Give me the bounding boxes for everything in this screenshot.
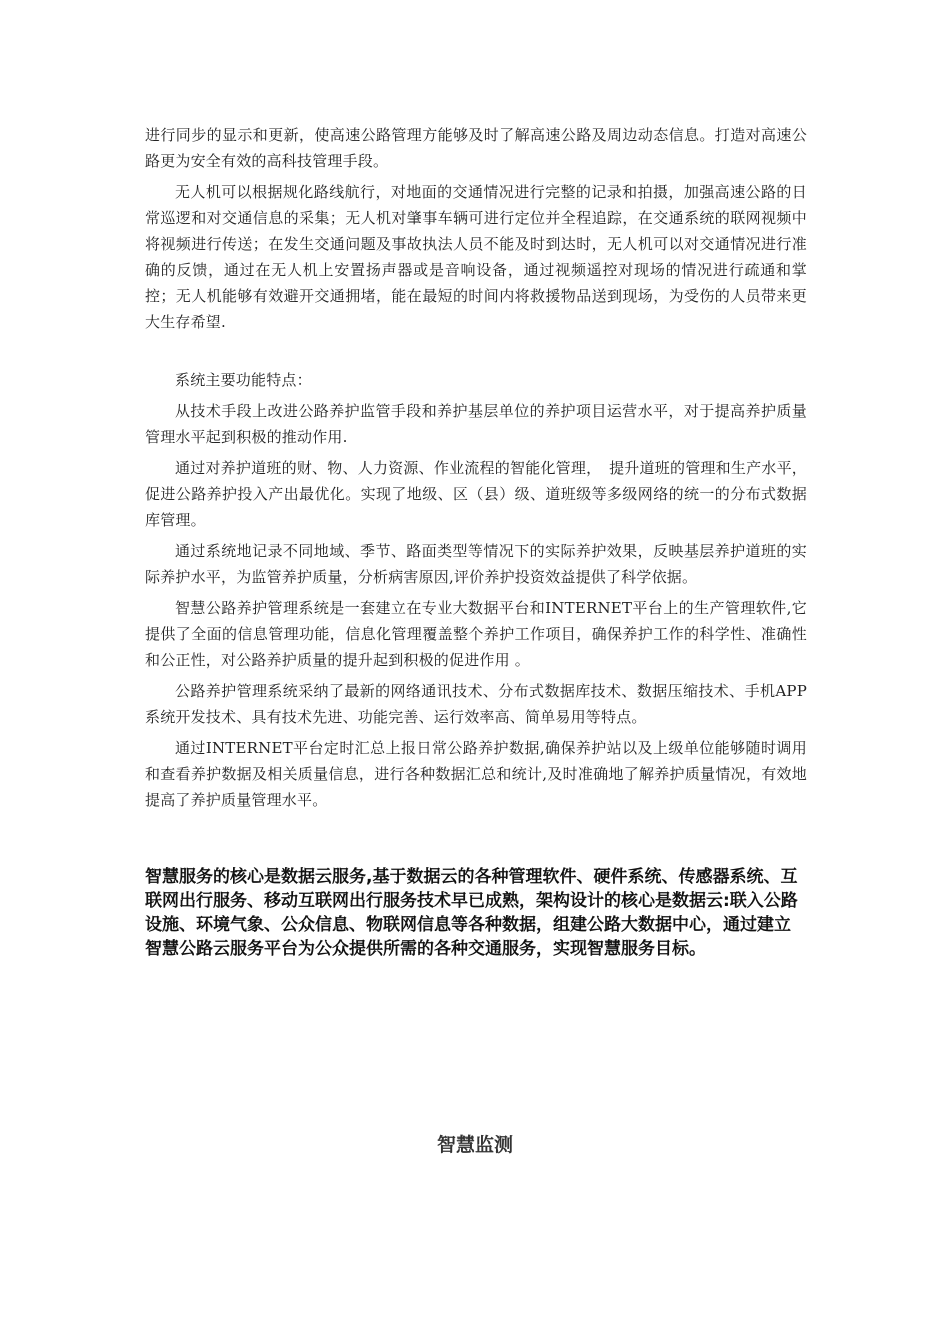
paragraph-drone: 无人机可以根据规化路线航行，对地面的交通情况进行完整的记录和拍摄，加强高速公路的日常巡逻和对交通信息的采集；无人机对肇事车辆可进行定位并全程追踪，在交通系统的联网视频中将视频进行传送；在发生交通问题及事故执法人员不能及时到达时，无人机可以对交通情况进行准确的反馈，通过在无人机上安置扬声器或是音响设备，通过视频遥控对现场的情况进行疏通和掌控；无人机能够有效避开交通拥堵，能在最短的时间内将救援物品送到现场，为受伤的人员带来更大生存希望. xyxy=(145,183,807,331)
paragraph-feature-4: 智慧公路养护管理系统是一套建立在专业大数据平台和INTERNET平台上的生产管理软件,它提供了全面的信息管理功能，信息化管理覆盖整个养护工作项目，确保养护工作的科学性、准确性和公正性，对公路养护质量的提升起到积极的促进作用 。 xyxy=(145,599,807,669)
paragraph-display-update: 进行同步的显示和更新，使高速公路管理方能够及时了解高速公路及周边动态信息。打造对高速公路更为安全有效的高科技管理手段。 xyxy=(145,126,807,170)
section-title: 智慧监测 xyxy=(436,1134,513,1156)
paragraph-feature-6: 通过INTERNET平台定时汇总上报日常公路养护数据,确保养护站以及上级单位能够随时调用和查看养护数据及相关质量信息，进行各种数据汇总和统计,及时准确地了解养护质量情况，有效地提高了养护质量管理水平。 xyxy=(145,739,807,809)
document-body xyxy=(145,122,807,961)
paragraph-feature-3: 通过系统地记录不同地域、季节、路面类型等情况下的实际养护效果，反映基层养护道班的实际养护水平，为监管养护质量，分析病害原因,评价养护投资效益提供了科学依据。 xyxy=(145,542,807,586)
smart-service-summary: 智慧服务的核心是数据云服务,基于数据云的各种管理软件、硬件系统、传感器系统、互联网出行服务、移动互联网出行服务技术早已成熟，架构设计的核心是数据云:联入公路设施、环境气象、公众信息、物联网信息等各种数据，组建公路大数据中心，通过建立智慧公路云服务平台为公众提供所需的各种交通服务，实现智慧服务目标。 xyxy=(145,867,798,959)
subheading-features: 系统主要功能特点： xyxy=(175,371,312,389)
paragraph-feature-1: 从技术手段上改进公路养护监管手段和养护基层单位的养护项目运营水平，对于提高养护质量管理水平起到积极的推动作用. xyxy=(145,402,807,446)
paragraph-feature-2: 通过对养护道班的财、物、人力资源、作业流程的智能化管理， 提升道班的管理和生产水平，促进公路养护投入产出最优化。实现了地级、区（县）级、道班级等多级网络的统一的分布式数据库管理。 xyxy=(145,459,807,529)
paragraph-feature-5: 公路养护管理系统采纳了最新的网络通讯技术、分布式数据库技术、数据压缩技术、手机APP系统开发技术、具有技术先进、功能完善、运行效率高、简单易用等特点。 xyxy=(145,682,807,726)
